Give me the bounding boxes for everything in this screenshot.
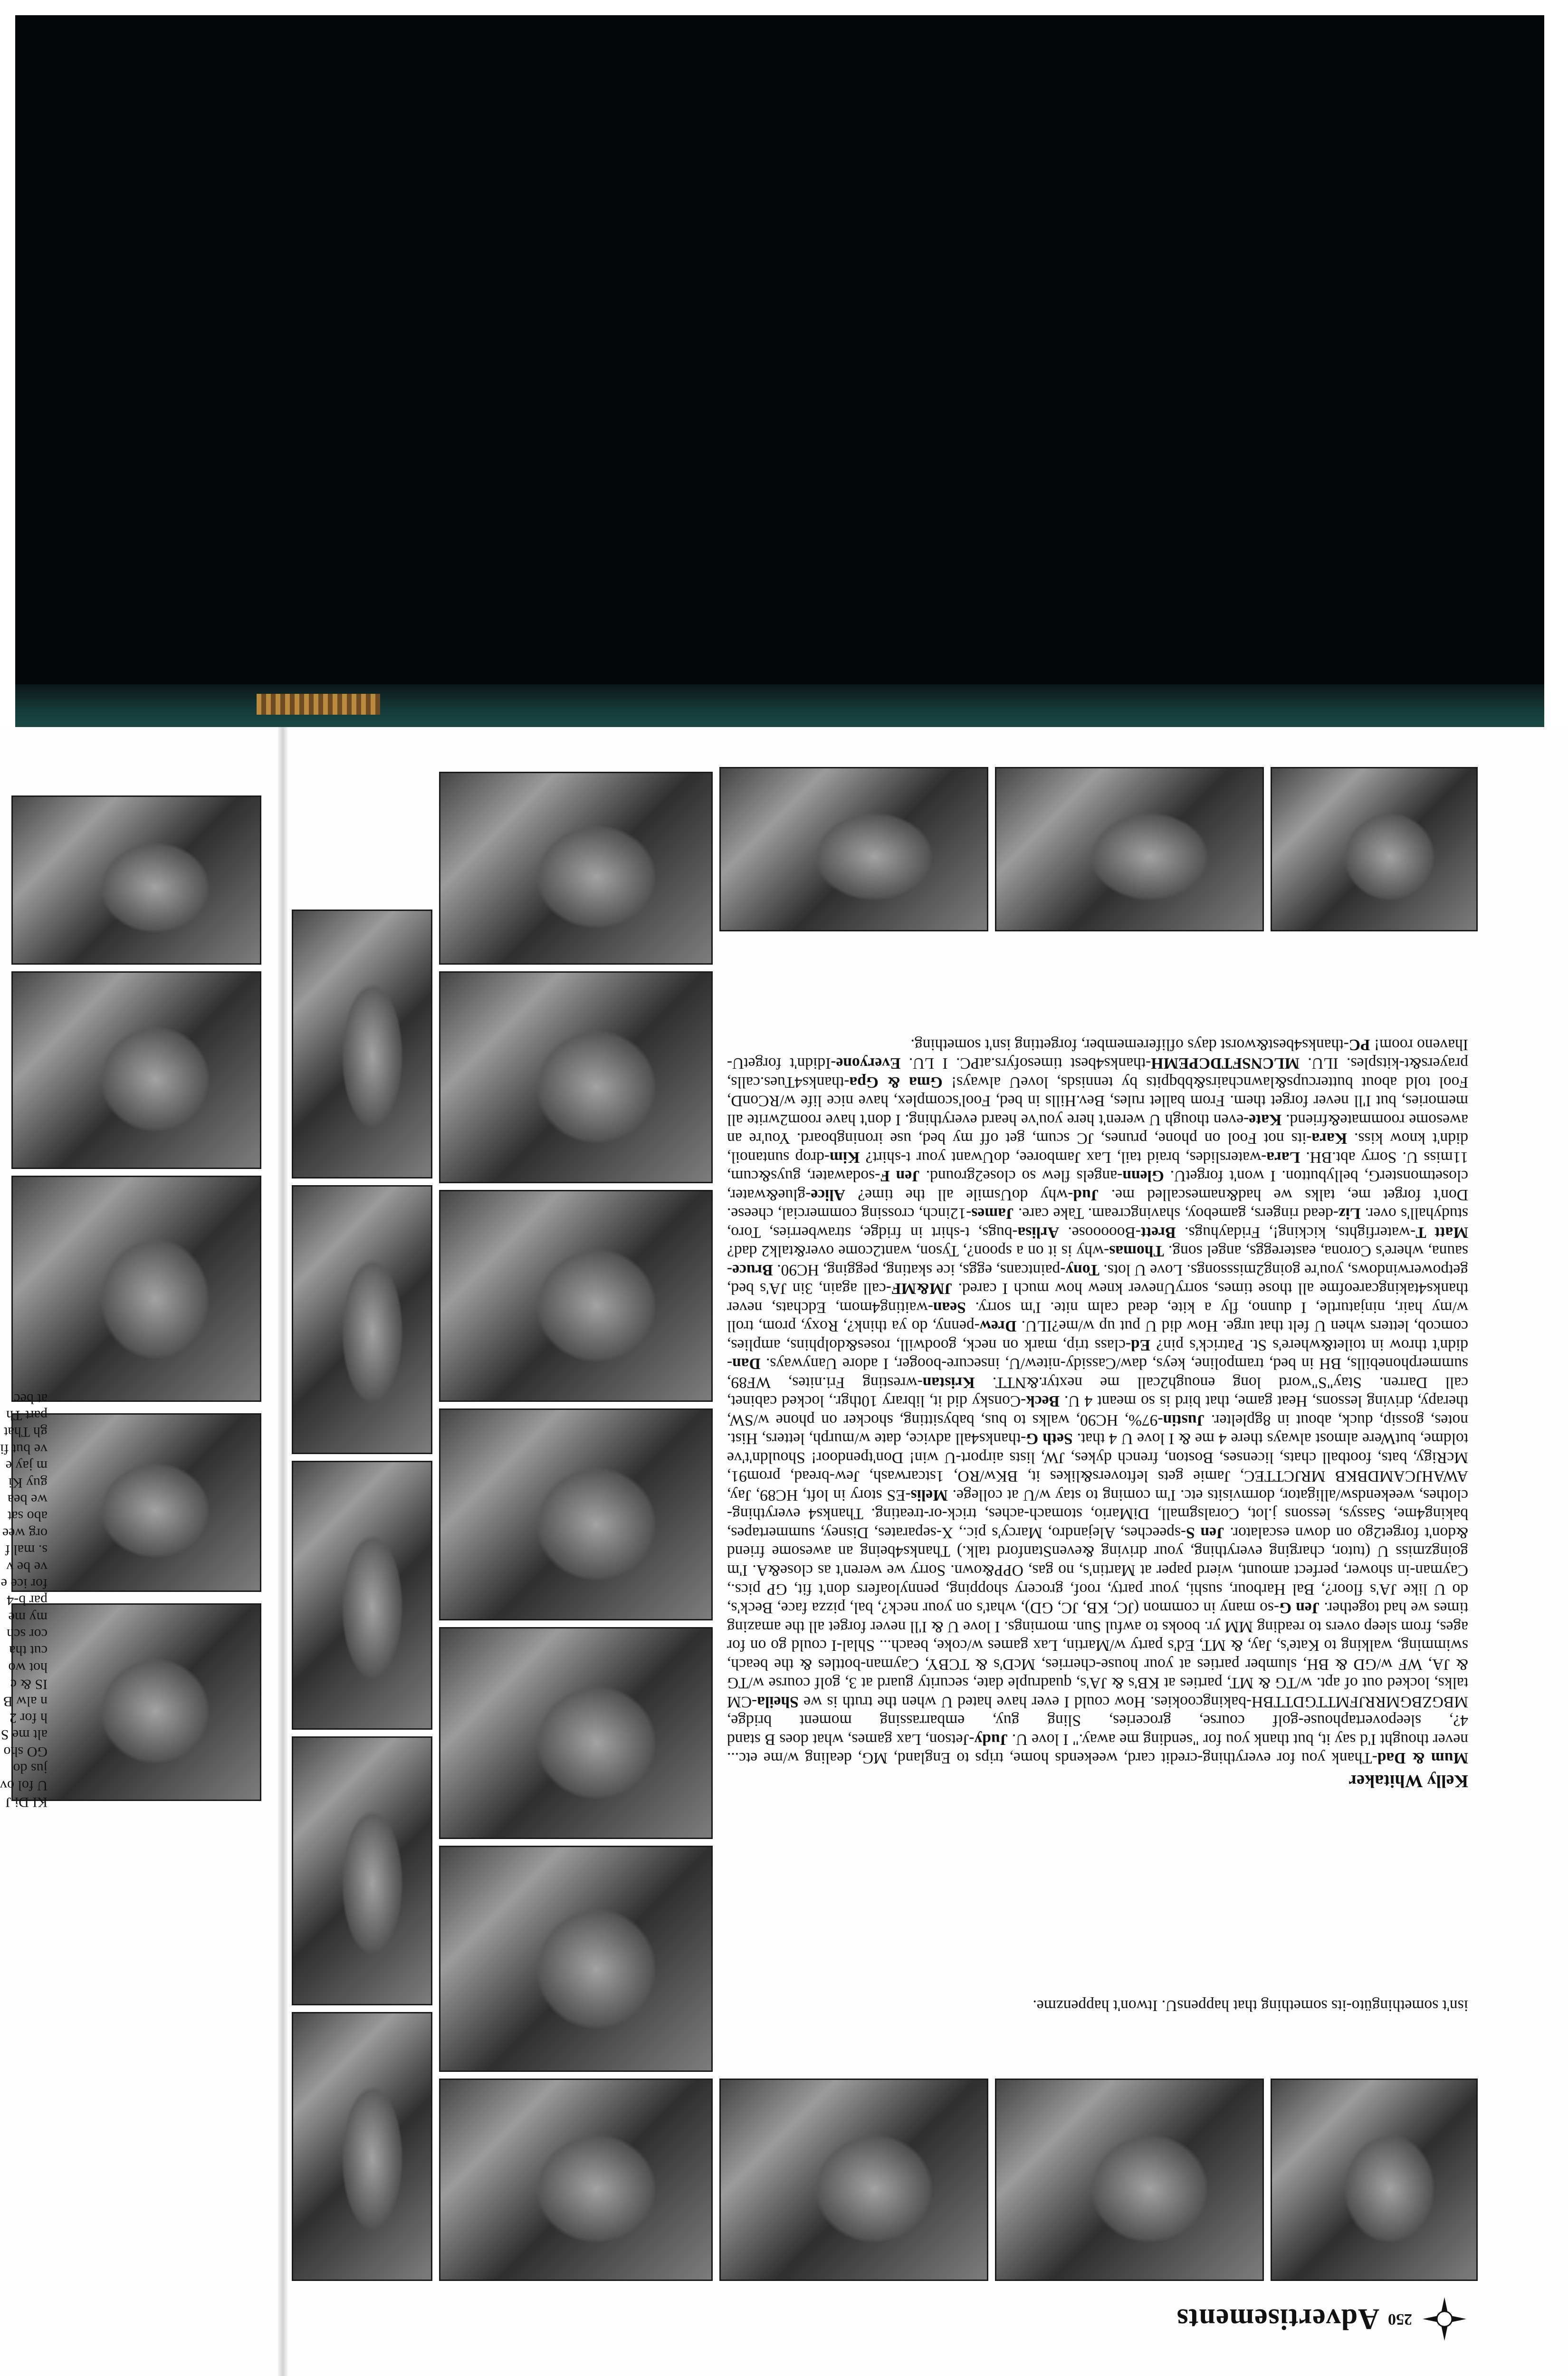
photo <box>11 1603 261 1801</box>
message-recipient-name: Sean <box>933 1298 966 1316</box>
message-text: -thanks4Tues.calls, prayers&t-kitsples. ILU. <box>727 1054 1468 1091</box>
message-recipient-name: Seth G <box>1026 1430 1073 1448</box>
message-text: -waiting4mom, Edchats, never thanks4takingcareofme all those times, sorryUnever knew how much I cared. <box>727 1280 1468 1316</box>
message-text: -97%, HC90, walks to bus, babysitting, shocker on phone w/SW, therapy, driving lessons, Heat game, that bird is so meant 4 U. <box>727 1392 1468 1429</box>
message-recipient-name: Thomas <box>1109 1242 1164 1260</box>
message-text: -thanks4best timesofyrs.atPC. I LU. <box>900 1054 1151 1073</box>
message-recipient-name: PC <box>1348 1035 1370 1054</box>
message-recipient-name: Kara <box>1311 1130 1347 1148</box>
section-header <box>993 2290 1468 2347</box>
message-recipient-name: Jen S <box>1186 1523 1224 1542</box>
message-recipient-name: Brett <box>1140 1223 1176 1241</box>
message-recipient-name: Everyone <box>836 1054 901 1073</box>
ad-title: Kelly Whitaker <box>1348 1771 1468 1791</box>
message-recipient-name: Sheila <box>757 1693 799 1711</box>
photo <box>11 1176 261 1402</box>
message-text: -angels flew so close2ground. <box>919 1167 1123 1185</box>
message-text: -Jetson, Lax games, what does B stand 4?, sleepovertaphouse-golf course, groceries, Sling guy, embarrassing moment bridge, MBGZBGMRRJFMTTGDTTBH-bakingcookies. How could I ever have hated U when the truth is we <box>727 1693 1468 1748</box>
message-text: -waterslides, braid tail, Lax Jamboree, doUwant your t-shirt? <box>860 1148 1267 1166</box>
message-text: -didn't throw in toilet&where's St. Patrick's pin? <box>727 1336 1468 1373</box>
message-recipient-name: Gma & Gpa <box>849 1073 943 1091</box>
message-text: -class trip, mark on neck, goodwill, roses&dolphins, amplies, comcob, letters when U felt that urge. How did U put up w/me?ILU. <box>727 1317 1468 1354</box>
photo <box>439 971 713 1183</box>
message-recipient-name: Matt T <box>1415 1223 1468 1241</box>
photo <box>11 971 261 1169</box>
message-recipient-name: Judy <box>974 1730 1008 1748</box>
message-recipient-name: Kristan <box>922 1373 975 1391</box>
message-recipient-name: Alice <box>811 1186 845 1204</box>
message-recipient-name: Glenn <box>1122 1167 1164 1185</box>
message-text: -sodawater, guys&cum, 11miss U. Sorry abt.BH. <box>727 1148 1468 1185</box>
message-text: -glue&water, closetmonsterG, bellybutton. I won't forgetU. <box>727 1167 1468 1204</box>
photo <box>292 1736 432 2005</box>
ad-text-block <box>727 737 1468 1792</box>
message-recipient-name: Drew <box>979 1317 1017 1335</box>
message-recipient-name: JM&MF <box>891 1280 953 1298</box>
photo <box>439 2079 713 2281</box>
message-recipient-name: Jen F <box>880 1167 920 1185</box>
photo <box>292 1461 432 1730</box>
message-text: -Ididn't forgetU-Ihaveno room! <box>727 1035 1468 1073</box>
photo <box>292 910 432 1178</box>
message-text: -paintcans, eggs, ice skating, pegging, HC90. <box>773 1261 1066 1279</box>
page-number: 250 <box>1388 2310 1412 2328</box>
message-text: -dead ringers, gameboy, shavingcream. Take care. <box>1013 1205 1339 1223</box>
message-recipient-name: Mum & Dad <box>1377 1749 1468 1767</box>
message-text: -Consky did it, library 10thgr., locked cabinet, call Darren. Stay"S"word long enough2call me nextyr.&NTT. <box>727 1373 1468 1410</box>
message-text: -call again, 3in JA's bed, getpowerwindows, you're going2misssongs. Love U lots. <box>727 1261 1468 1298</box>
message-recipient-name: Melis <box>910 1486 948 1504</box>
black-background-panel <box>15 15 1544 719</box>
message-text: -its not Fool on phone, prunes, JC scum, get off my bed, use ironingboard. You're an awesome roommate&friend. <box>727 1111 1468 1148</box>
photo <box>11 795 261 965</box>
compass-rose-icon <box>1421 2295 1468 2343</box>
message-text: -wresting Fri.nites, WF89, summerphonebills, BH in bed, trampoline, keys, daw/Cassidy-nitew/U, insecure-booger, I adore Uanyways. <box>727 1355 1468 1391</box>
message-text: -thanks4best&worst days ofliferemember, forgetting isn't something. <box>910 1035 1349 1054</box>
message-text: -Thank you for everything-credit card, weekends home, trips to England, MG, dealing w/me etc... never thought I'd say it, but thank you for "sending me away." I love U. <box>727 1730 1468 1767</box>
message-recipient-name: Ed <box>1131 1336 1150 1354</box>
message-text: -why doUsmile all the time? <box>845 1186 1073 1204</box>
message-text: -even though U weren't here you've heard everything. I don't have room2write all memories, but I'll never forget them. From ballet rules, Bev.Hills in bed, Fool'scomplex, have nice life w/RConD, Fool told about buttercups&lawnchairs&bbqpits by tennisds, loveU always! <box>727 1073 1468 1129</box>
photo <box>439 1408 713 1620</box>
photo <box>719 2079 988 2281</box>
left-page <box>0 732 280 2357</box>
photo <box>11 1413 261 1592</box>
message-recipient-name: Dan <box>732 1355 761 1373</box>
message-text: -thanks4all advice, date w/murph, letters, Hist. notes, gossip, duck, about in 8gplelter. <box>727 1411 1468 1448</box>
ad-message-body <box>727 1036 1468 1767</box>
photo <box>439 1627 713 1839</box>
message-text: -CM talks, locked out of apt. w/TG & MT, parties at KB's & JA's, quadruple date, security guard at 3, golf course w/TG & JA, WF w/GD & BH, slumber parties at your house-cherries, McD's & TCBY, Cayman-bottles & the beach, swimming, walking to Kate's, Jay, & MT, Ed's party w/Martin, Lax games w/coke, beach... Shlal-I could go on for ages, from sleep overs to reading MM yr. books to awful Sun. mornings. I love U & I'll never forget all the amazing times we had together. <box>727 1599 1468 1711</box>
photo <box>439 772 713 965</box>
message-text: -speeches, Alejandro, Marcy's pic., X-separates, Disney, summertapes, baking4me, Sassys, lessons j.lot, Coralsgmall, DiMario, stomach-aches, trick-or-treating. Thanks4 everything-clothes, weekendsw/alligator, dormvisits etc. I'm coming to stay w/U at college. <box>727 1486 1468 1542</box>
section-title: Advertisements <box>1176 2303 1379 2336</box>
message-text: -waterfights, kicking!, Fridayhugs. <box>1176 1223 1416 1241</box>
photo <box>292 1185 432 1454</box>
message-recipient-name: Liz <box>1338 1205 1361 1223</box>
message-text: -bugs, t-shirt in fridge, strawberries, Toro, studyhall's over. <box>727 1205 1468 1241</box>
message-text: -12inch, crossing commercial, cheese. Don't forget me, talks we had&namescalled me. <box>727 1186 1468 1223</box>
photo <box>995 2079 1264 2281</box>
message-text: -ES story in loft, HC89, Jay, AWAHJCAMDBKB MRJCTTEC, Jamie gets leftovers&likes it, BKw/RO, 1stcarwash, Jew-bread, prom91, McRigy, bats, football chats, licenses, Boston, french dykes, JW, lists airport-U win! Don'tpendoor! Shouldn't've toldme, butWere almost always there 4 me & I love U 4 that. <box>727 1430 1468 1504</box>
message-recipient-name: Justin <box>1163 1411 1205 1429</box>
message-recipient-name: Jud <box>1073 1186 1099 1204</box>
book-binding-strip <box>15 684 1544 727</box>
photo <box>292 2012 432 2281</box>
photo <box>439 1846 713 2072</box>
message-text: -drop suntanoil, didn't know kiss. <box>727 1130 1468 1166</box>
message-recipient-name: MLCNSFTDCPEMH <box>1151 1054 1300 1073</box>
message-recipient-name: Beck <box>1026 1392 1060 1410</box>
message-recipient-name: Lara <box>1266 1148 1300 1166</box>
photo <box>439 1190 713 1402</box>
message-recipient-name: Kate <box>1249 1111 1282 1129</box>
message-recipient-name: Tony <box>1065 1261 1100 1279</box>
message-recipient-name: Jen G <box>1279 1599 1320 1617</box>
photo <box>1271 2079 1478 2281</box>
message-recipient-name: Bruce <box>732 1261 773 1279</box>
top-blurb-text: isn't somethingüto-its something that happensU. Itwon't happenzme. <box>1033 1997 1468 2014</box>
message-text: -so many in common (JC, KB, JC, GD), what's on your neck?, bal, pizza face, Beck's, do U like JA's floor?, Bal Harbour, sushi, your party, roof, grocery shopping, pennyloafers don't fit, GP pics., Cayman-in shower, perfect amount, wierd paper at Martin's, no gas, OPP&own. Sorry we weren't as close&A. I'm goingzmiss U (tutor, charging everything, your driving &evenStanford talk.) Thanks4being an awesome friend &don't forget2go on down escalator. <box>727 1523 1468 1617</box>
message-text: -why is it on a spoon?, Tyson, want2come over&talk2 dad? <box>727 1242 1109 1260</box>
message-recipient-name: Arlisa <box>1017 1223 1060 1241</box>
message-text: -Booooose. <box>1059 1223 1141 1241</box>
message-recipient-name: Kim <box>830 1148 860 1166</box>
message-text: -penny, do ya think?, Roxy, prom, troll w/my hair, ninjaturtle, I dunno, fly a kite, dead calm nite. I'm sorry. <box>727 1298 1468 1335</box>
left-page-text-fragment: KI Di JU fol ov jus do GO sho alt me Sh for 2 n alw BIS & c hot wo cut tha cor sch my me par b-4 for ice eve be vs. mal forg wee abo sat we bea guy Kim jay eve but figh That part That bec <box>0 1390 48 1810</box>
message-text: -sauna, where's Corona, eastereggs, angel song. <box>727 1242 1468 1279</box>
binding-tape <box>257 694 380 715</box>
advertisement-page <box>290 732 1478 2357</box>
message-recipient-name: James <box>971 1205 1014 1223</box>
